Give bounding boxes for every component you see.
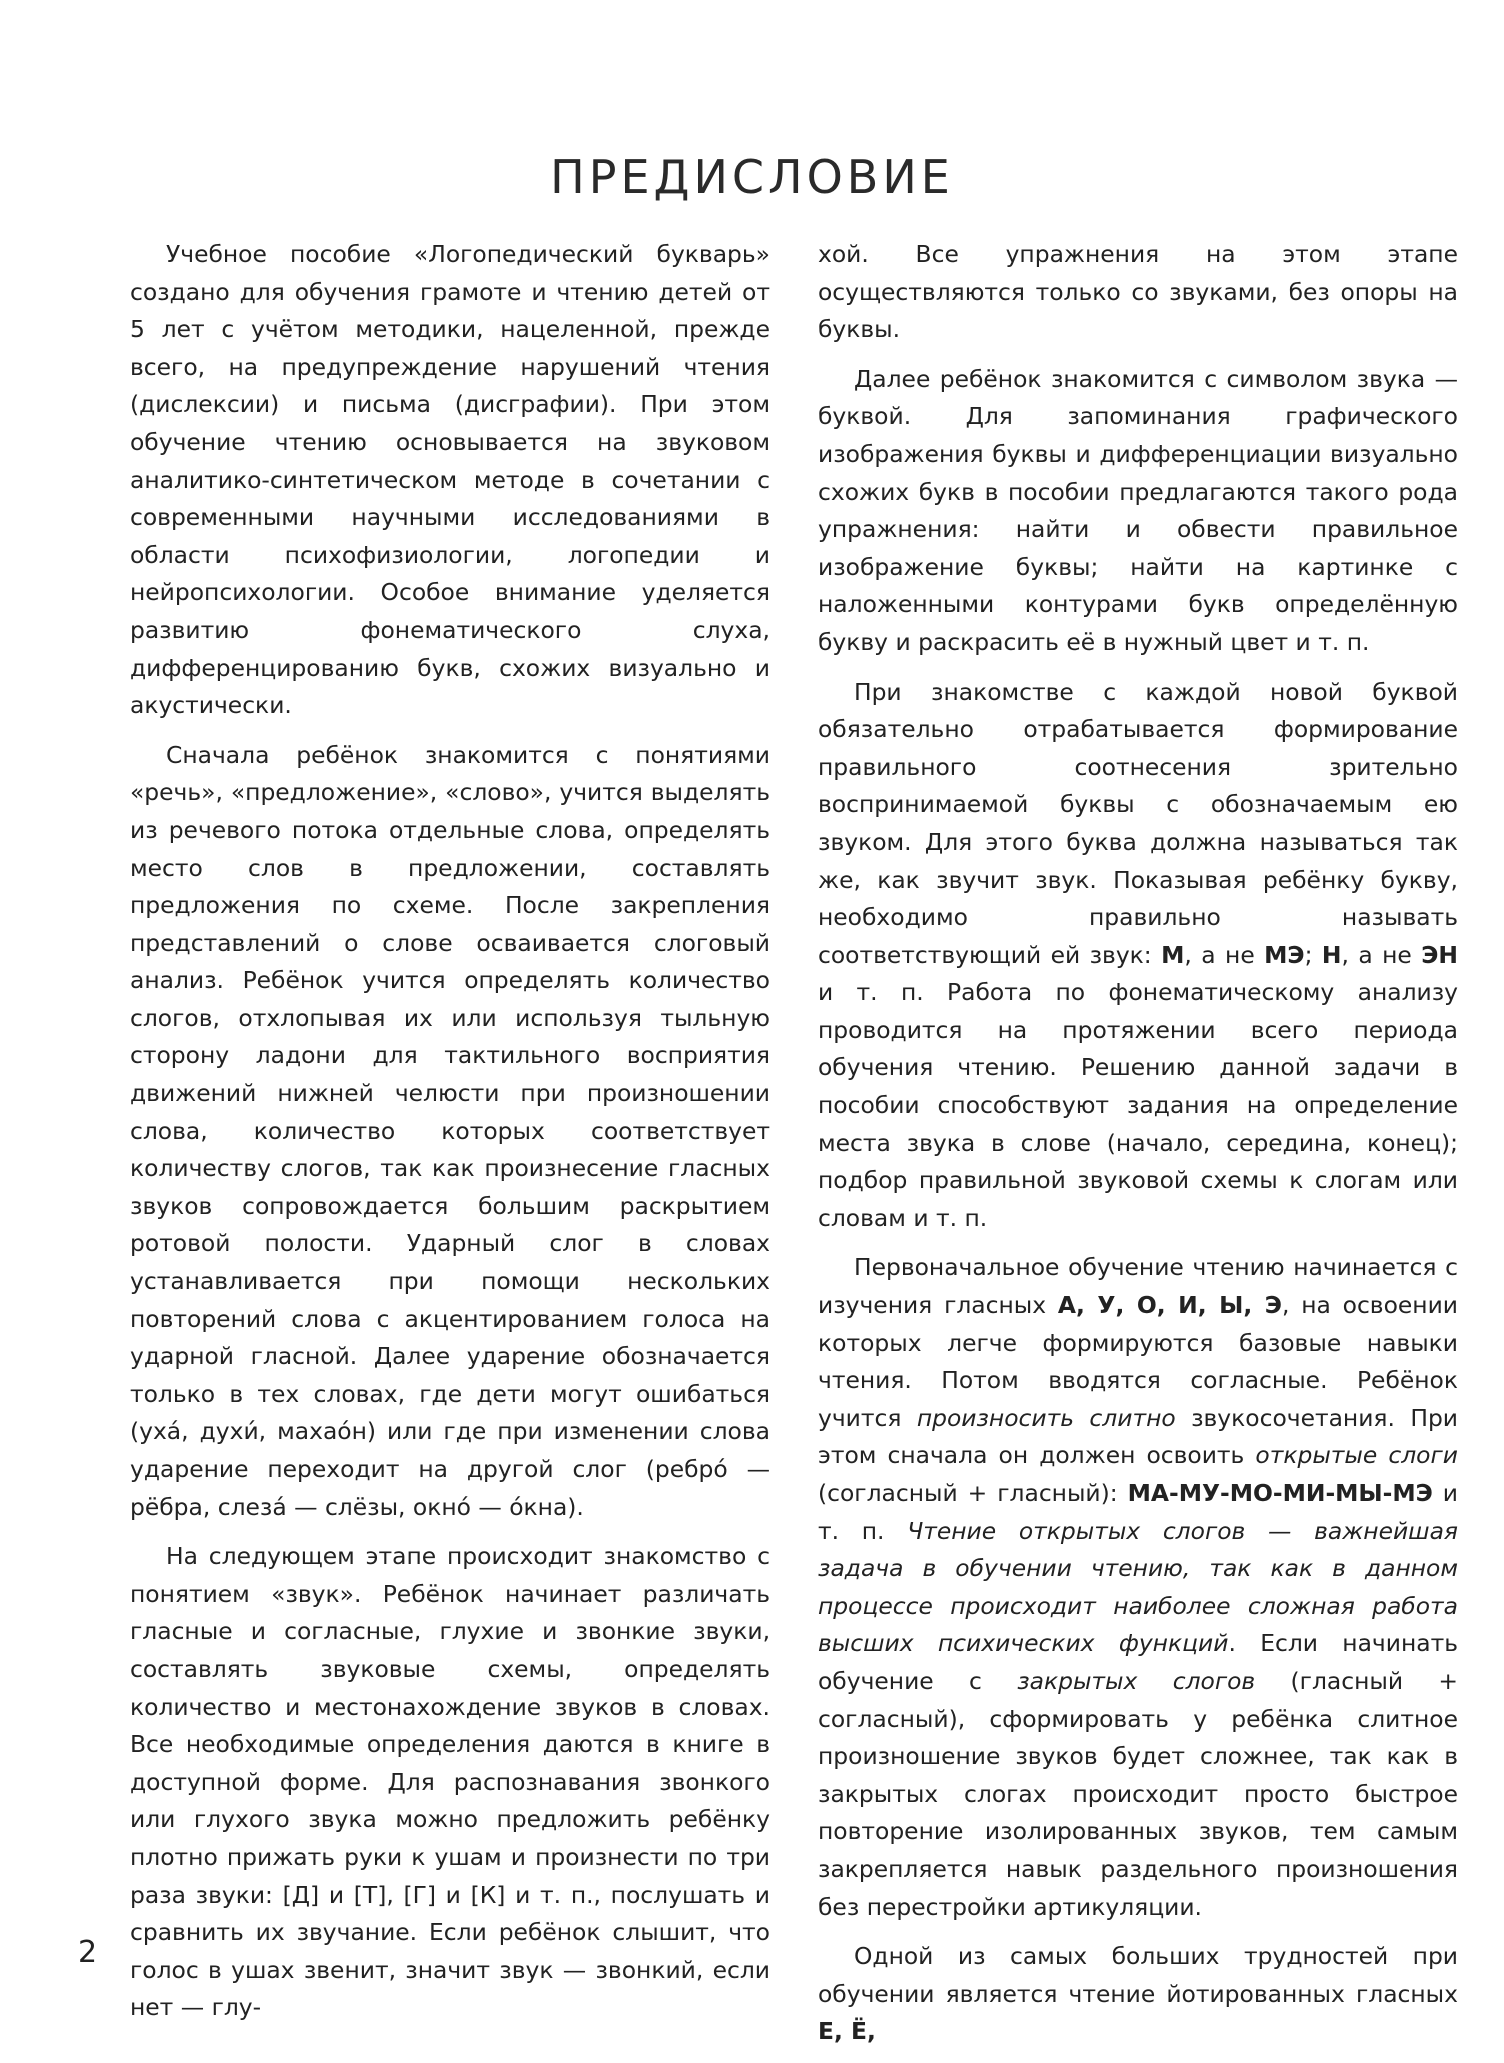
- text-run: Одной из самых больших трудностей при обучении является чтение йотированных гласных: [818, 1942, 1458, 2008]
- text-run: , а не: [1184, 940, 1265, 969]
- text-run: Далее ребёнок знакомится с символом звука — буквой. Для запоминания графического изображения буквы и дифференциации визуально схожих букв в пособии предлагаются такого рода упражнения: найти и обвести правильное изображение буквы; найти на картинке с наложенными контурами букв определённую букву и раскрасить её в нужный цвет и т. п.: [818, 364, 1458, 656]
- text-run: ЭН: [1421, 940, 1458, 969]
- text-run: открытые слоги: [1255, 1441, 1458, 1470]
- text-run: Е, Ё,: [818, 2017, 876, 2046]
- text-run: Чтение открытых слогов — важнейшая задача в обучении чтению, так как в данном процессе происходит наиболее сложная работа высших психических функций: [818, 1516, 1458, 1658]
- text-run: , а не: [1341, 940, 1422, 969]
- text-run: При знакомстве с каждой новой буквой обязательно отрабатывается формирование правильного соотнесения зрительно воспринимаемой буквы с обозначаемым ею звуком. Для этого буква должна называться так же, как звучит звук. Показывая ребёнку букву, необходимо правильно называть соответствующий ей звук:: [818, 677, 1458, 969]
- paragraph-sounds: На следующем этапе происходит знакомство с понятием «звук». Ребёнок начинает различать гласные и согласные, глухие и звонкие звуки, составлять звуковые схемы, определять количество и местонахождение звуков в словах. Все необходимые определения даются в книге в доступной форме. Для распознавания звонкого или глухого звука можно предложить ребёнку плотно прижать руки к ушам и произнести по три раза звуки: [Д] и [Т], [Г] и [К] и т. п., послушать и сравнить их звучание. Если ребёнок слышит, что голос в ушах звенит, значит звук — звонкий, если нет — глу-: [130, 1542, 770, 2022]
- paragraph-intro: Учебное пособие «Логопедический букварь» создано для обучения грамоте и чтению детей от 5 лет с учётом методики, нацеленной, прежде всего, на предупреждение нарушений чтения (дислексии) и письма (дисграфии). При этом обучение чтению основывается на звуковом аналитико-синтетическом методе в сочетании с современными научными исследованиями в области психофизиологии, логопедии и нейропсихологии. Особое внимание уделяется развитию фонематического слуха, дифференцированию букв, схожих визуально и акустически.: [130, 240, 770, 720]
- text-run: М: [1161, 940, 1185, 969]
- page-number: 2: [78, 1935, 98, 1970]
- text-run: . Если начинать обучение с: [818, 1629, 1458, 1695]
- paragraph-right-4: [818, 1938, 1458, 2051]
- paragraph-right-3: [818, 1249, 1458, 1926]
- text-run: и т. п.: [818, 1479, 1459, 1545]
- text-run: МА-МУ-МО-МИ-МЫ-МЭ: [1127, 1479, 1433, 1507]
- text-run: Н: [1321, 940, 1342, 969]
- text-run: произносить слитно: [916, 1403, 1176, 1432]
- page-title: ПРЕДИСЛОВИЕ: [550, 150, 954, 204]
- paragraph-right-2: [818, 674, 1458, 1238]
- text-run: хой. Все упражнения на этом этапе осуществляются только со звуками, без опоры на буквы.: [818, 240, 1458, 344]
- text-run: Первоначальное обучение чтению начинается с изучения гласных: [818, 1253, 1458, 1320]
- text-run: и т. п. Работа по фонематическому анализу проводится на протяжении всего периода обучения чтению. Решению данной задачи в пособии способствуют задания на определение места звука в слове (начало, середина, конец); подбор правильной звуковой схемы к слогам или словам и т. п.: [818, 978, 1458, 1232]
- text-run: звукосочетания. При этом сначала он должен освоить: [818, 1403, 1458, 1470]
- paragraph-right-1: [818, 361, 1458, 662]
- text-run: А, У, О, И, Ы, Э: [1057, 1291, 1282, 1320]
- text-run: , на освоении которых легче формируются базовые навыки чтения. Потом вводятся согласные. Ребёнок учится: [818, 1291, 1458, 1432]
- text-run: (согласный + гласный):: [818, 1479, 1128, 1507]
- paragraph-right-0: [818, 236, 1458, 349]
- paragraph-syllables: Сначала ребёнок знакомится с понятиями «речь», «предложение», «слово», учится выделять из речевого потока отдельные слова, определять место слов в предложении, составлять предложения по схеме. После закрепления представлений о слове осваивается слоговый анализ. Ребёнок учится определять количество слогов, отхлопывая их или используя тыльную сторону ладони для тактильного восприятия движений нижней челюсти при произношении слова, количество которых соответствует количеству слогов, так как произнесение гласных звуков сопровождается большим раскрытием ротовой полости. Ударный слог в словах устанавливается при помощи нескольких повторений слова с акцентированием голоса на ударной гласной. Далее ударение обозначается только в тех словах, где дети могут ошибаться (ухá, духи́, махаóн) или где при изменении слова ударение переходит на другой слог (ребрó — рёбра, слезá — слёзы, окнó — óкна).: [130, 740, 770, 1521]
- right-column: [818, 236, 1458, 2063]
- text-run: ;: [1304, 940, 1322, 969]
- text-run: (гласный + согласный), сформировать у ребёнка слитное произношение звуков будет сложнее, так как в закрытых слогах происходит просто быстрое повторение изолированных звуков, тем самым закрепляется навык раздельного произношения без перестройки артикуляции.: [818, 1666, 1459, 1921]
- text-run: закрытых слогов: [1017, 1666, 1256, 1695]
- left-column: [130, 236, 770, 2039]
- text-run: МЭ: [1264, 940, 1305, 969]
